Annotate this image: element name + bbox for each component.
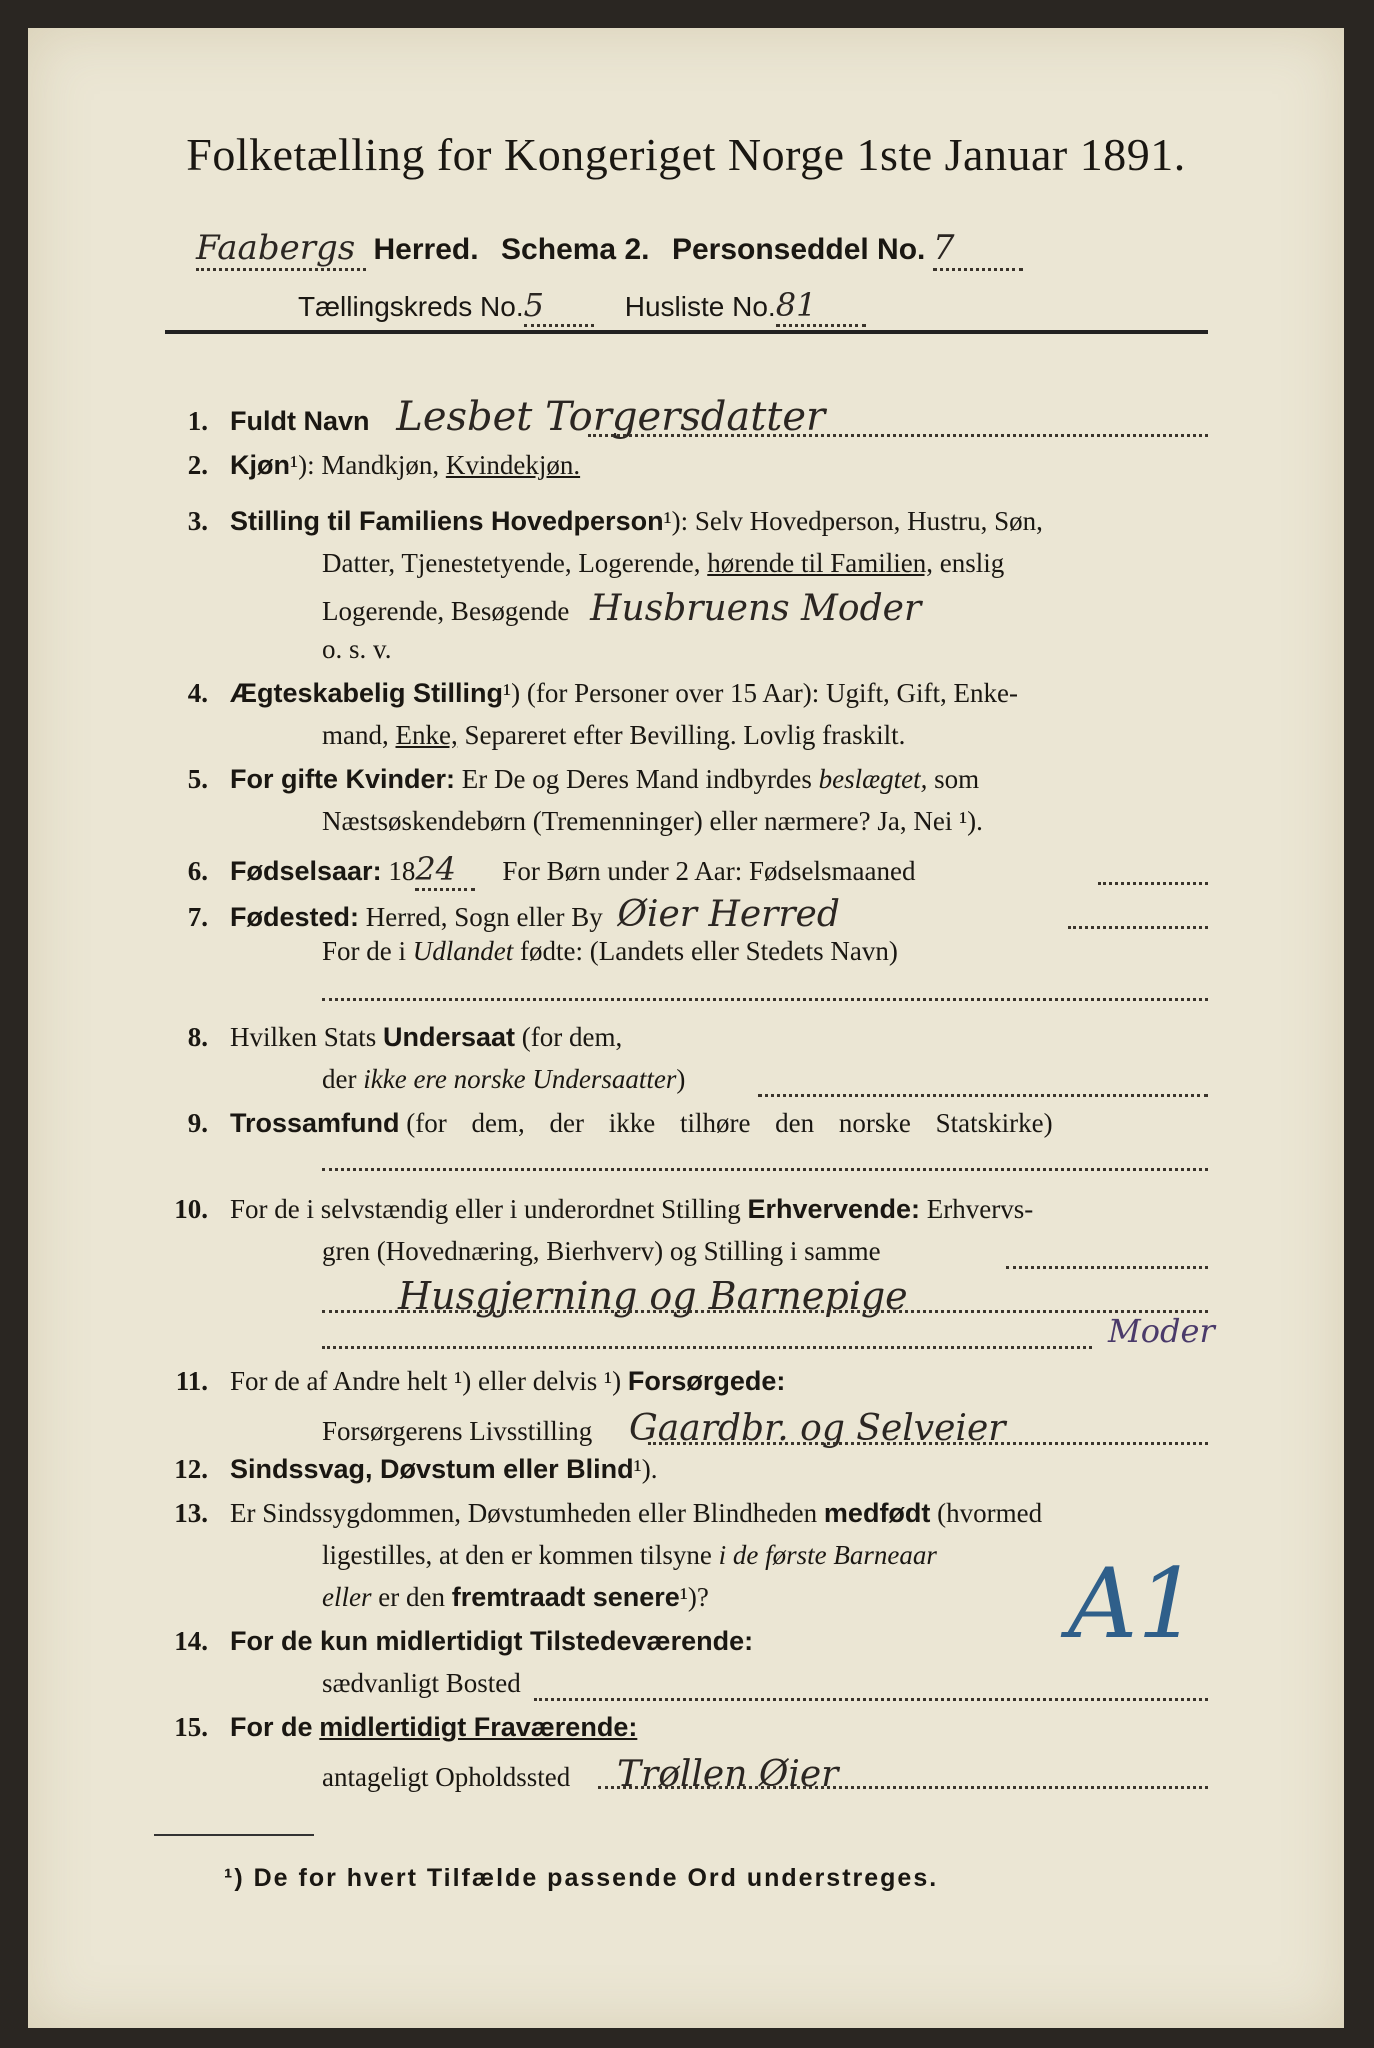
family-position-value: Husbruens Moder xyxy=(590,588,922,629)
dotted-fill xyxy=(322,1168,1208,1171)
item-text: ¹) (for Personer over 15 Aar): Ugift, Gift, Enke- xyxy=(503,678,1018,708)
dotted-fill xyxy=(322,998,1208,1001)
item-number: 1. xyxy=(187,406,208,436)
footnote: ¹) De for hvert Tilfælde passende Ord understreges. xyxy=(224,1864,939,1892)
item-text: Datter, Tjenestetyende, Logerende, xyxy=(322,548,701,578)
item-text: Erhvervs- xyxy=(926,1194,1034,1224)
occupation-value-2: Moder xyxy=(1108,1312,1215,1350)
item-4-line-2 xyxy=(322,720,905,751)
item-7 xyxy=(156,894,840,935)
item-text: (for dem, xyxy=(521,1022,623,1052)
item-9 xyxy=(156,1108,1053,1139)
item-3 xyxy=(156,506,1043,537)
item-5-line-2: Næstsøskendebørn (Tremenninger) eller nærmere? Ja, Nei ¹). xyxy=(322,806,983,836)
dotted-fill xyxy=(758,1094,1208,1097)
item-text: ikke ere norske Undersaatter xyxy=(363,1064,677,1094)
birthplace-value: Øier Herred xyxy=(617,894,840,935)
item-text: ¹): Mandkjøn, xyxy=(290,450,440,480)
item-6 xyxy=(156,850,916,891)
item-text: Udlandet xyxy=(412,936,514,966)
item-label: Fuldt Navn xyxy=(230,406,370,436)
item-number: 15. xyxy=(174,1712,208,1742)
item-number: 11. xyxy=(175,1366,208,1396)
birth-year-prefix: 18 xyxy=(388,856,416,886)
provider-occupation-value: Gaardbr. og Selveier xyxy=(629,1408,1006,1449)
herred-value: Faabergs xyxy=(196,228,366,271)
form-title: Folketælling for Kongeriget Norge 1ste Januar 1891. xyxy=(186,129,1186,180)
item-text: eller xyxy=(322,1582,372,1612)
item-number: 7. xyxy=(187,902,208,932)
item-text: mand, xyxy=(322,720,389,750)
item-label: Stilling til Familiens Hovedperson xyxy=(230,506,664,536)
item-5 xyxy=(156,764,979,795)
item-label: For de kun midlertidigt Tilstedeværende: xyxy=(230,1626,754,1656)
item-8-line-2 xyxy=(322,1064,685,1095)
item-11 xyxy=(156,1366,785,1397)
item-text: For de af Andre helt ¹) eller delvis ¹) xyxy=(230,1366,622,1396)
dotted-fill xyxy=(322,1346,1092,1349)
herred-label: Herred. xyxy=(373,233,479,266)
item-label: For de xyxy=(230,1712,313,1742)
item-number: 13. xyxy=(174,1498,208,1528)
full-name-value: Lesbet Torgersdatter xyxy=(396,394,826,440)
item-8 xyxy=(156,1022,622,1053)
item-text: er den xyxy=(378,1582,445,1612)
item-text: Er De og Deres Mand indbyrdes xyxy=(461,764,812,794)
item-number: 12. xyxy=(174,1454,208,1484)
item-number: 8. xyxy=(187,1022,208,1052)
item-text: Hvilken Stats xyxy=(230,1022,377,1052)
underlined-option: Kvindekjøn. xyxy=(445,450,581,480)
underlined-option: hørende til Familien, xyxy=(707,548,933,578)
item-text: ligestilles, at den er kommen tilsyne xyxy=(322,1540,712,1570)
item-number: 9. xyxy=(187,1108,208,1138)
temporary-residence-value: Trøllen Øier xyxy=(616,1754,839,1795)
item-label: Forsørgede: xyxy=(627,1366,786,1396)
dotted-fill xyxy=(534,1698,1208,1701)
item-3-line-2 xyxy=(322,548,1004,579)
item-text: som xyxy=(934,764,980,794)
occupation-value: Husgjerning og Barnepige xyxy=(398,1274,908,1318)
item-label: medfødt xyxy=(823,1498,931,1528)
item-text: (for dem, der ikke tilhøre den norske Statskirke) xyxy=(406,1108,1053,1138)
header-line-1 xyxy=(196,228,1023,271)
item-number: 10. xyxy=(174,1194,208,1224)
item-label: Fødested: xyxy=(230,902,360,932)
item-13 xyxy=(156,1498,1042,1529)
census-form-sheet xyxy=(28,28,1344,2028)
item-text: (hvormed xyxy=(937,1498,1043,1528)
item-10-line-4 xyxy=(1108,1312,1215,1350)
item-7-line-2 xyxy=(322,936,898,967)
item-text: ¹). xyxy=(633,1454,658,1484)
item-12 xyxy=(156,1454,657,1485)
kreds-label: Tællingskreds No. xyxy=(298,291,524,322)
item-number: 6. xyxy=(187,856,208,886)
item-number: 5. xyxy=(187,764,208,794)
item-label: Ægteskabelig Stilling xyxy=(230,678,504,708)
dotted-fill xyxy=(322,1310,1208,1313)
item-text: ¹): Selv Hovedperson, Hustru, Søn, xyxy=(663,506,1043,536)
item-label: Trossamfund xyxy=(230,1108,400,1138)
item-text: ) xyxy=(676,1064,686,1094)
item-text: Forsørgerens Livsstilling xyxy=(322,1416,593,1446)
underlined-option: Enke, xyxy=(395,720,458,750)
kreds-value: 5 xyxy=(524,286,594,327)
item-2 xyxy=(156,450,580,481)
item-text: Separeret efter Bevilling. Lovlig fraskilt. xyxy=(464,720,906,750)
item-13-line-2 xyxy=(322,1540,937,1571)
item-text: antageligt Opholdssted xyxy=(322,1762,571,1792)
dotted-fill xyxy=(1068,926,1208,929)
item-4 xyxy=(156,678,1018,709)
item-text: For Børn under 2 Aar: Fødselsmaaned xyxy=(502,856,916,886)
header-line-2 xyxy=(298,286,866,327)
item-3-line-4: o. s. v. xyxy=(322,634,392,664)
dotted-fill xyxy=(598,1786,1208,1789)
header-divider xyxy=(165,330,1208,334)
husliste-value: 81 xyxy=(776,286,866,327)
item-text: der xyxy=(322,1064,357,1094)
item-label: For gifte Kvinder: xyxy=(230,764,456,794)
personseddel-value: 7 xyxy=(933,228,1023,271)
husliste-label: Husliste No. xyxy=(624,291,776,322)
item-number: 14. xyxy=(174,1626,208,1656)
blue-pencil-annotation: A1 xyxy=(1068,1548,1199,1660)
item-14-line-2: sædvanligt Bosted xyxy=(322,1668,521,1698)
footnote-divider xyxy=(154,1834,314,1836)
item-text: fødte: (Landets eller Stedets Navn) xyxy=(520,936,898,966)
item-10-line-2: gren (Hovednæring, Bierhverv) og Stilling i samme xyxy=(322,1236,881,1266)
item-14 xyxy=(156,1626,753,1657)
item-text: ¹)? xyxy=(679,1582,709,1612)
item-label: fremtraadt senere xyxy=(451,1582,680,1612)
item-label: Kjøn xyxy=(230,450,290,480)
dotted-fill xyxy=(648,1442,1208,1445)
item-text: For de i xyxy=(322,936,406,966)
item-text: Er Sindssygdommen, Døvstumheden eller Blindheden xyxy=(230,1498,818,1528)
schema-label: Schema 2. xyxy=(501,233,650,266)
personseddel-label: Personseddel No. xyxy=(671,233,926,266)
item-text: For de i selvstændig eller i underordnet Stilling xyxy=(230,1194,741,1224)
item-10 xyxy=(156,1194,1033,1225)
item-text: enslig xyxy=(939,548,1005,578)
item-text: beslægtet, xyxy=(818,764,928,794)
item-label: Erhvervende: xyxy=(747,1194,921,1224)
birth-year-value: 24 xyxy=(415,850,475,891)
item-number: 4. xyxy=(187,678,208,708)
item-text: i de første Barneaar xyxy=(718,1540,937,1570)
item-number: 2. xyxy=(187,450,208,480)
dotted-fill xyxy=(1006,1266,1208,1269)
item-label: Sindssvag, Døvstum eller Blind xyxy=(230,1454,634,1484)
item-number: 3. xyxy=(187,506,208,536)
item-label: midlertidigt Fraværende: xyxy=(319,1712,638,1742)
item-text: Herred, Sogn eller By xyxy=(365,902,603,932)
item-label: Undersaat xyxy=(383,1022,516,1052)
dotted-fill xyxy=(588,434,1208,437)
item-13-line-3 xyxy=(322,1582,709,1613)
item-text: Logerende, Besøgende xyxy=(322,596,570,626)
item-label: Fødselsaar: xyxy=(230,856,382,886)
item-3-line-3 xyxy=(322,588,921,629)
item-15 xyxy=(156,1712,637,1743)
dotted-fill xyxy=(1098,882,1208,885)
